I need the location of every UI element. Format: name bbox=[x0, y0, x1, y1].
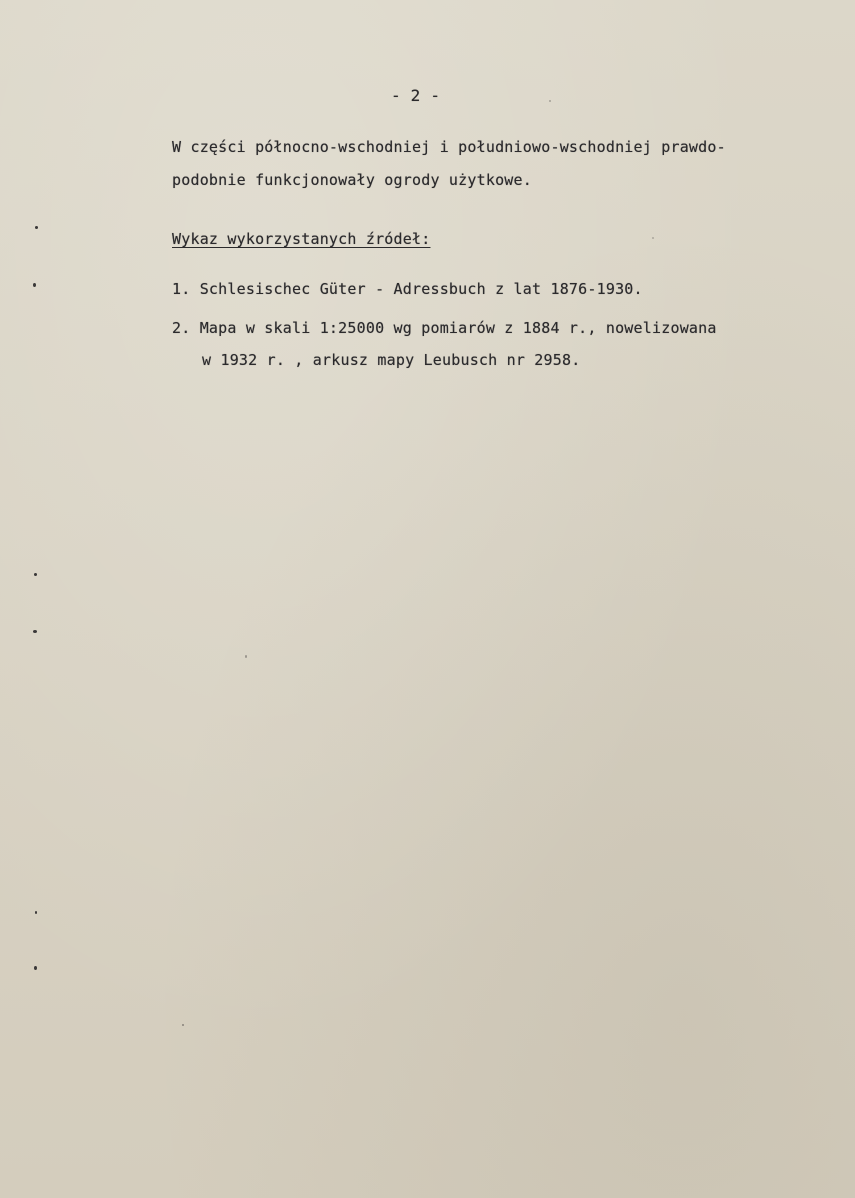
paper-speck bbox=[35, 226, 38, 229]
page-number: - 2 - bbox=[391, 86, 441, 105]
source-item-line: w 1932 r. , arkusz mapy Leubusch nr 2958. bbox=[202, 351, 581, 369]
sources-heading: Wykaz wykorzystanych źródeł: bbox=[172, 230, 431, 248]
paper-speck bbox=[245, 655, 247, 658]
paper-speck bbox=[652, 237, 654, 239]
paragraph-line: podobnie funkcjonowały ogrody użytkowe. bbox=[172, 171, 532, 189]
paper-speck bbox=[182, 1024, 184, 1026]
paragraph-line: W części północno-wschodniej i południowo-wschodniej prawdo- bbox=[172, 138, 726, 156]
source-item-line: 2. Mapa w skali 1:25000 wg pomiarów z 1884 r., nowelizowana bbox=[172, 319, 717, 337]
paper-speck bbox=[33, 283, 36, 287]
paper-speck bbox=[34, 966, 37, 970]
paper-speck bbox=[34, 573, 37, 576]
paper-speck bbox=[549, 100, 551, 102]
paper-speck bbox=[35, 911, 37, 914]
source-item-1: 1. Schlesischec Güter - Adressbuch z lat 1876-1930. bbox=[172, 280, 643, 298]
paper-speck bbox=[33, 630, 37, 633]
